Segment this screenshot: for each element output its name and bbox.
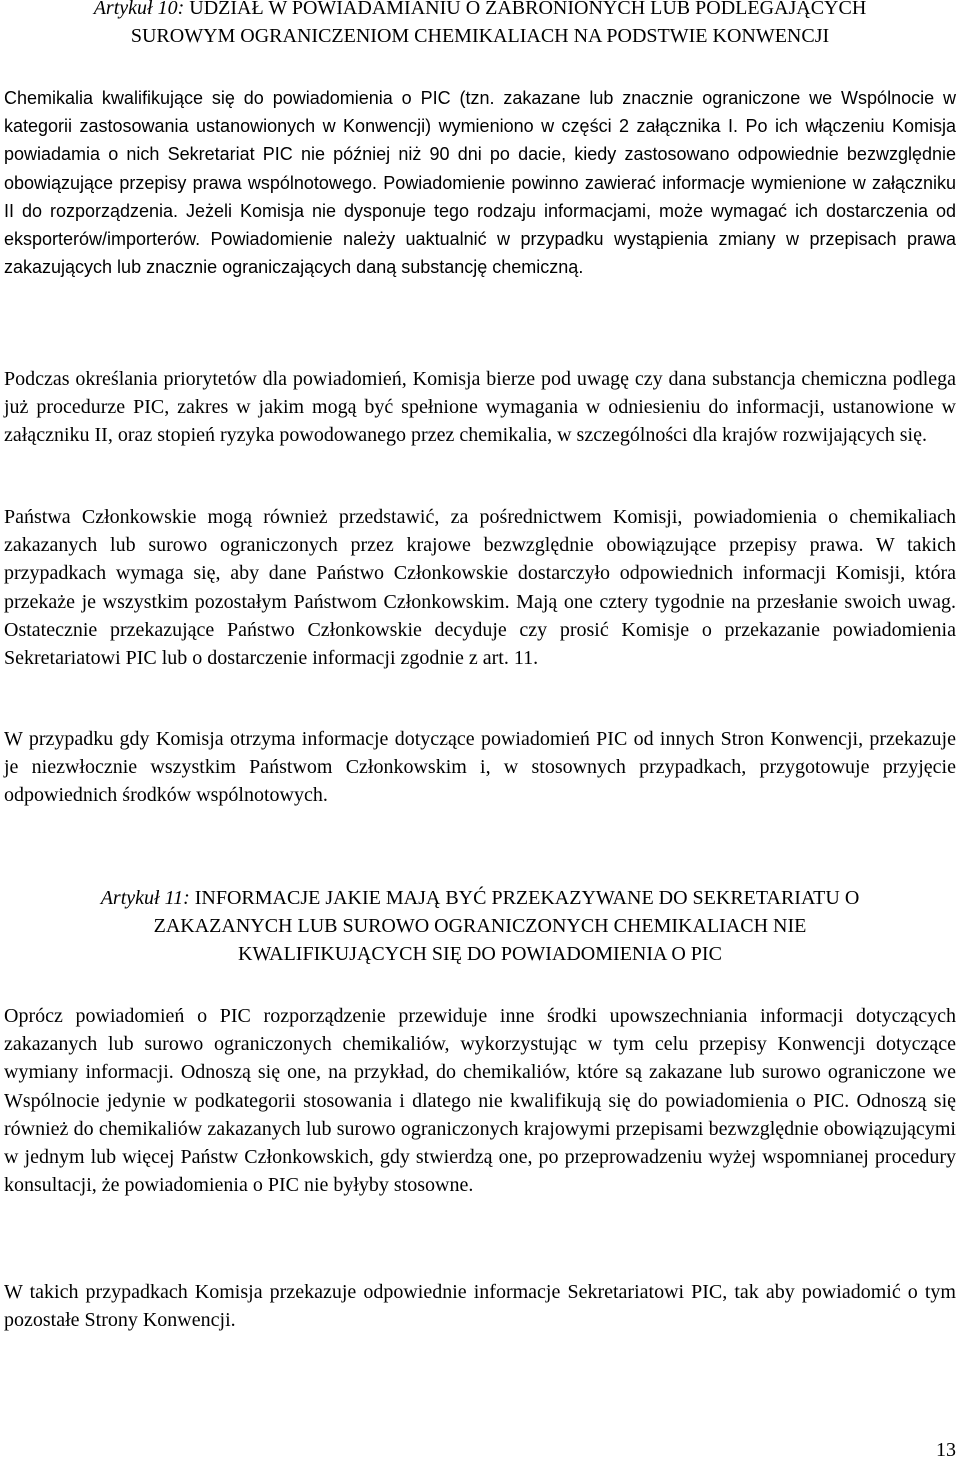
page-number: 13	[936, 1439, 956, 1461]
article-11-label: Artykuł 11:	[100, 887, 190, 909]
article-10-title-line-1: UDZIAŁ W POWIADAMIANIU O ZABRONIONYCH LUB PODLEGAJĄCYCH	[184, 0, 867, 19]
article-10-paragraph-2: Podczas określania priorytetów dla powiadomień, Komisja bierze pod uwagę czy dana substancja chemiczna podlega już procedurze PIC, zakres w jakim mogą być spełnione wymagania w odniesieniu do informacji, ustanowione w załączniku II, oraz stopień ryzyka powodowanego przez chemikalia, w szczególności dla krajów rozwijających się.	[4, 368, 956, 447]
article-10-heading	[0, 0, 960, 50]
article-10-paragraph-4: W przypadku gdy Komisja otrzyma informacje dotyczące powiadomień PIC od innych Stron Konwencji, przekazuje je niezwłocznie wszystkim Państwom Członkowskim i, w stosownych przypadkach, przygotowuje przyjęcie odpowiednich środków wspólnotowych.	[4, 728, 956, 807]
article-10-label: Artykuł 10:	[93, 0, 185, 19]
article-10-paragraph-3: Państwa Członkowskie mogą również przedstawić, za pośrednictwem Komisji, powiadomienia o chemikaliach zakazanych lub surowo ograniczonych przez krajowe bezwzględnie obowiązujące przepisy prawa. W takich przypadkach wymaga się, aby dane Państwo Członkowskie dostarczyło odpowiednich informacji Komisji, która przekaże je wszystkim pozostałym Państwom Członkowskim. Mają one cztery tygodnie na przesłanie swoich uwag. Ostatecznie przekazujące Państwo Członkowskie decyduje czy prosić Komisje o przekazanie powiadomienia Sekretariatowi PIC lub o dostarczenie informacji zgodnie z art. 11.	[4, 506, 956, 670]
article-10-paragraph-1: Chemikalia kwalifikujące się do powiadomienia o PIC (tzn. zakazane lub znacznie ograniczone we Wspólnocie w kategorii zastosowania ustanowionych w Konwencji) wymieniono w części 2 załącznika I. Po ich włączeniu Komisja powiadamia o nich Sekretariat PIC nie później niż 90 dni po dacie, kiedy zastosowano odpowiednie bezwzględnie obowiązujące przepisy prawa wspólnotowego. Powiadomienie powinno zawierać informacje wymienione w załączniku II do rozporządzenia. Jeżeli Komisja nie dysponuje tego rodzaju informacjami, może wymagać ich dostarczenia od eksporterów/importerów. Powiadomienie należy uaktualnić w przypadku wystąpienia zmiany w przepisach prawa zakazujących lub znacznie ograniczających daną substancję chemiczną.	[4, 88, 956, 278]
article-10-title-line-2: SUROWYM OGRANICZENIOM CHEMIKALIACH NA PODSTWIE KONWENCJI	[130, 25, 830, 47]
article-11-title-line-2: ZAKAZANYCH LUB SUROWO OGRANICZONYCH CHEMIKALIACH NIE	[153, 915, 807, 937]
article-11-paragraph-1: Oprócz powiadomień o PIC rozporządzenie przewiduje inne środki upowszechniania informacji dotyczących zakazanych lub surowo ograniczonych chemikaliów, wykorzystując w tym celu przepisy Konwencji dotyczące wymiany informacji. Odnoszą się one, na przykład, do chemikaliów, które są zakazane lub surowo ograniczone we Wspólnocie jedynie w podkategorii stosowania i dlatego nie kwalifikują się do powiadomienia o PIC. Odnoszą się również do chemikaliów zakazanych lub surowo ograniczonych krajowymi przepisami bezwzględnie obowiązującymi w jednym lub więcej Państw Członkowskich, gdy stwierdzą one, po przeprowadzeniu wyżej wspomnianej procedury konsultacji, że powiadomienia o PIC nie byłyby stosowne.	[4, 1005, 956, 1197]
article-11-heading	[0, 884, 960, 968]
article-11-paragraph-2: W takich przypadkach Komisja przekazuje odpowiednie informacje Sekretariatowi PIC, tak aby powiadomić o tym pozostałe Strony Konwencji.	[4, 1281, 956, 1332]
article-11-title-line-1: INFORMACJE JAKIE MAJĄ BYĆ PRZEKAZYWANE DO SEKRETARIATU O	[189, 887, 860, 909]
article-11-title-line-3: KWALIFIKUJĄCYCH SIĘ DO POWIADOMIENIA O PIC	[238, 943, 722, 965]
